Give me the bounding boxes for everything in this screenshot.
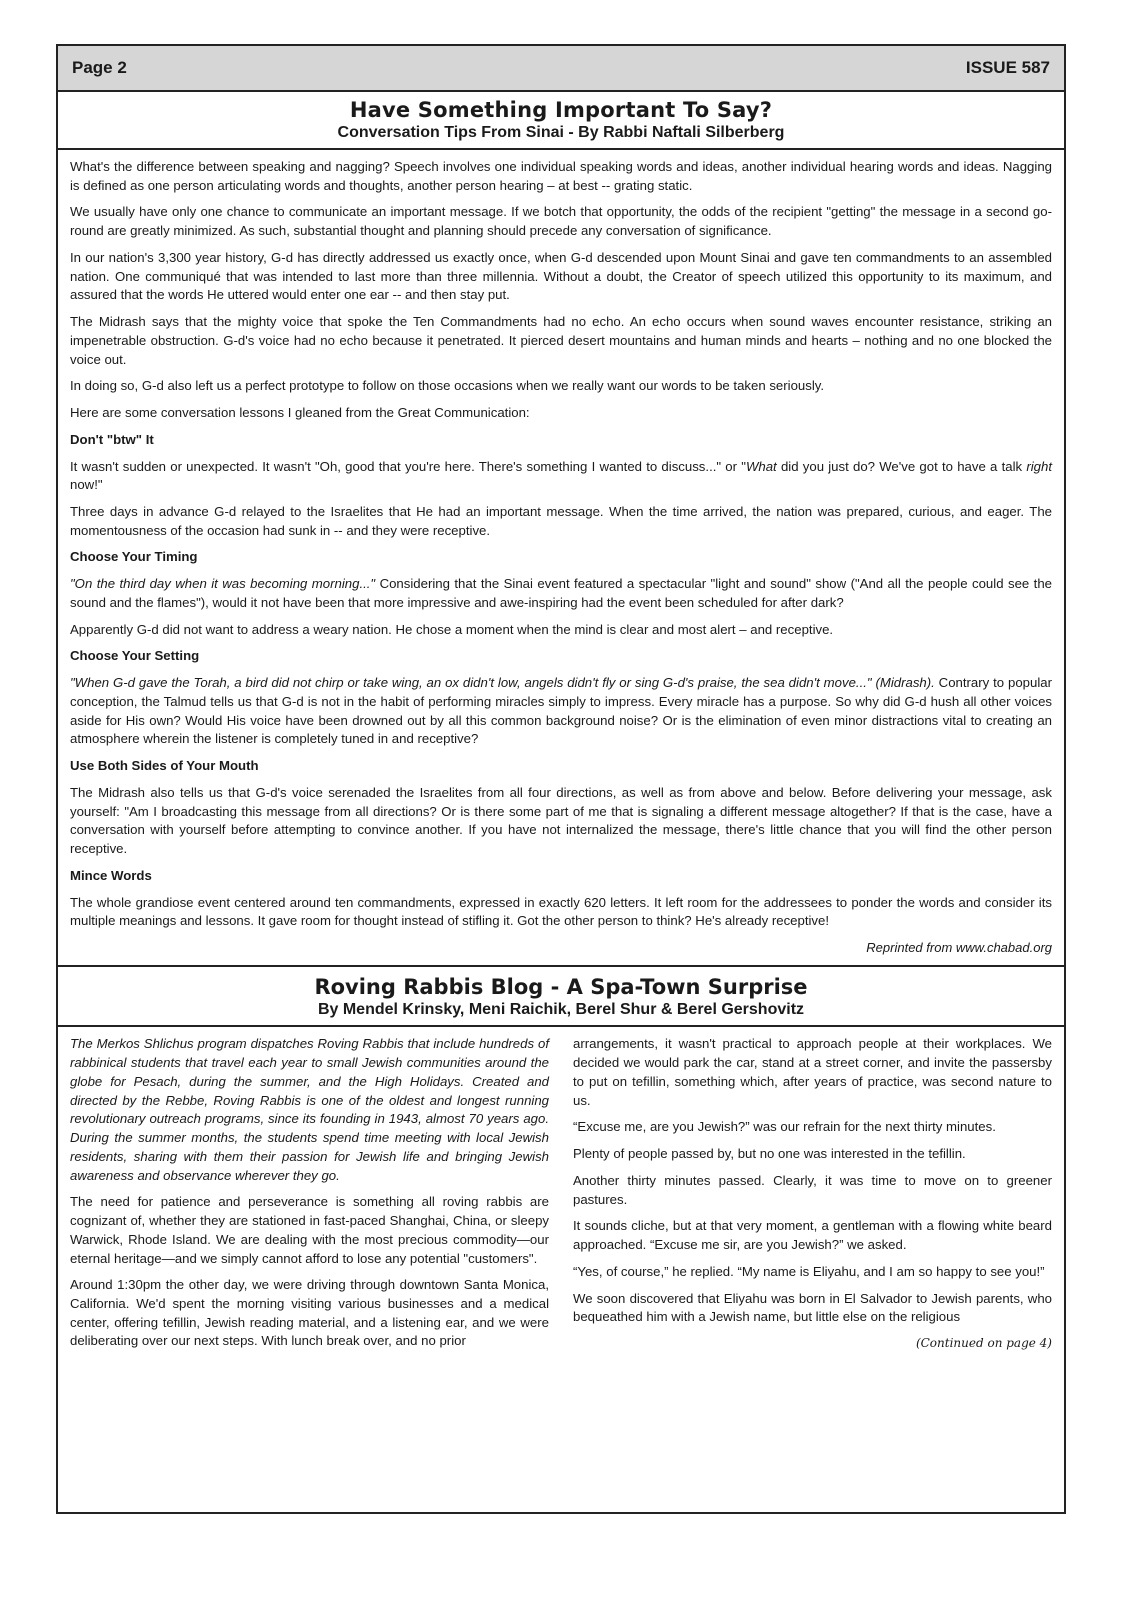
paragraph: It sounds cliche, but at that very moment, a gentleman with a flowing white beard approached. “Excuse me sir, are you Jewish?” we asked.	[573, 1218, 1052, 1253]
paragraph: The Midrash also tells us that G-d's voice serenaded the Israelites from all four directions, as well as from above and below. Before delivering your message, ask yourself: "Am I broadcasting this message from all directions? Or is there some part of me that is signaling a different message altogether? If that is the case, have a conversation with yourself before attempting to convince another. If you have not internalized the message, there's little chance that you will find the other person receptive.	[70, 784, 1052, 857]
article2-title: Roving Rabbis Blog - A Spa-Town Surprise	[314, 975, 808, 1000]
newsletter-page	[56, 44, 1066, 1514]
paragraph: The whole grandiose event centered around ten commandments, expressed in exactly 620 letters. It left room for the addressees to ponder the words and consider its multiple meanings and lessons. It gave room for thought instead of stifling it. Got the other person to think? He's already receptive!	[70, 894, 1052, 929]
section-heading: Mince Words	[70, 867, 152, 883]
paragraph: We usually have only one chance to communicate an important message. If we botch that opportunity, the odds of the recipient "getting" the message in a second go-round are greatly minimized. As such, substantial thought and planning should precede any conversation of significance.	[70, 204, 1052, 239]
article1-subtitle: Conversation Tips From Sinai - By Rabbi Naftali Silberberg	[337, 124, 785, 141]
text-run-italic: "On the third day when it was becoming morning..."	[70, 576, 376, 592]
paragraph: Here are some conversation lessons I gleaned from the Great Communication:	[70, 405, 530, 421]
intro-paragraph: The Merkos Shlichus program dispatches Roving Rabbis that include hundreds of rabbinical students that travel each year to small Jewish communities around the globe for Pesach, during the summer, and the High Holidays. Created and directed by the Rebbe, Roving Rabbis is one of the oldest and longest running revolutionary outreach programs, since its founding in 1943, almost 70 years ago. During the summer months, the students spend time meeting with local Jewish residents, sharing with them their passion for Jewish life and bringing Jewish awareness and observance wherever they go.	[70, 1036, 549, 1183]
paragraph: In doing so, G-d also left us a perfect prototype to follow on those occasions when we really want our words to be taken seriously.	[70, 378, 825, 394]
paragraph: arrangements, it wasn't practical to approach people at their workplaces. We decided we would park the car, stand at a street corner, and invite the passersby to put on tefillin, something which, after years of practice, was second nature to us.	[573, 1036, 1052, 1108]
article1-body	[58, 150, 1064, 957]
paragraph	[70, 674, 1052, 749]
section-heading: Choose Your Timing	[70, 549, 198, 565]
paragraph: In our nation's 3,300 year history, G-d has directly addressed us exactly once, when G-d descended upon Mount Sinai and gave ten commandments to an assembled nation. One communiqué that was intended to last more than three millennia. Without a doubt, the Creator of speech utilized this opportunity to its maximum, and assured that the words He uttered would enter one ear -- and then stay put.	[70, 249, 1052, 303]
section-heading: Don't "btw" It	[70, 431, 154, 447]
text-run: Contrary to popular conception, the Talmud tells us that G-d is not in the habit of performing miracles simply to impress. Every miracle has a purpose. So why did G-d hush all other voices aside for His own? Would His voice have been drowned out by all this common background noise? Or is the elimination of even minor distractions vital to creating an atmosphere wherein the listener is completely tuned in and receptive?	[70, 675, 1052, 747]
article2-columns	[58, 1027, 1064, 1360]
article1-title: Have Something Important To Say?	[349, 98, 773, 122]
paragraph: We soon discovered that Eliyahu was born in El Salvador to Jewish parents, who bequeathed him with a Jewish name, but little else on the religious	[573, 1290, 1052, 1325]
page-header-bar	[58, 46, 1064, 92]
article1-title-box	[58, 92, 1064, 150]
paragraph: Another thirty minutes passed. Clearly, it was time to move on to greener pastures.	[573, 1172, 1052, 1207]
paragraph: What's the difference between speaking and nagging? Speech involves one individual speaking words and ideas, another individual hearing words and ideas. Nagging is defined as one person articulating words and thoughts, another person hearing – at best -- grating static.	[70, 159, 1052, 193]
text-run-italic: "When G-d gave the Torah, a bird did not chirp or take wing, an ox didn't low, angels didn't fly or sing G-d's praise, the sea didn't move..." (Midrash).	[70, 675, 935, 691]
text-run: Considering that the Sinai event featured a spectacular "light and sound" show ("And all the people could see the sound and the flames"), would it not have been that more impressive and awe-inspiring had the event been scheduled for after dark?	[70, 576, 1053, 610]
paragraph	[70, 575, 1052, 612]
text-run: now!"	[70, 477, 103, 493]
right-column	[573, 1035, 1052, 1360]
article2-subtitle: By Mendel Krinsky, Meni Raichik, Berel Shur & Berel Gershovitz	[317, 1001, 805, 1019]
paragraph: “Excuse me, are you Jewish?” was our refrain for the next thirty minutes.	[573, 1119, 996, 1135]
reprint-credit: Reprinted from www.chabad.org	[866, 939, 1052, 955]
paragraph	[70, 458, 1052, 495]
paragraph: Apparently G-d did not want to address a weary nation. He chose a moment when the mind is clear and most alert – and receptive.	[70, 621, 834, 637]
left-column	[70, 1035, 549, 1360]
text-run-italic: right	[1026, 458, 1052, 474]
continued-note: (Continued on page 4)	[915, 1335, 1052, 1350]
text-run: did you just do? We've got to have a talk	[776, 458, 1027, 474]
paragraph: The Midrash says that the mighty voice that spoke the Ten Commandments had no echo. An echo occurs when sound waves encounter resistance, striking an impenetrable obstruction. G-d's voice had no echo because it penetrated. It pierced desert mountains and human minds and hearts – nothing and no one blocked the voice out.	[70, 314, 1052, 367]
issue-number: ISSUE 587	[965, 58, 1050, 77]
article2-title-box	[58, 965, 1064, 1027]
text-run-italic: What	[745, 458, 777, 474]
paragraph: Around 1:30pm the other day, we were driving through downtown Santa Monica, California. We'd spent the morning visiting various businesses and a medical center, offering tefillin, Jewish reading material, and a listening ear, and we were deliberating over our next steps. With lunch break over, and no prior	[70, 1277, 549, 1349]
paragraph: Three days in advance G-d relayed to the Israelites that He had an important message. When the time arrived, the nation was prepared, curious, and eager. The momentousness of the occasion had sunk in -- and they were receptive.	[70, 504, 1052, 538]
paragraph: The need for patience and perseverance is something all roving rabbis are cognizant of, whether they are stationed in fast-paced Shanghai, China, or sleepy Warwick, Rhode Island. We are dealing with the most precious commodity—our eternal heritage—and we simply cannot afford to lose any potential "customers".	[70, 1194, 549, 1266]
section-heading: Use Both Sides of Your Mouth	[70, 758, 259, 774]
paragraph: Plenty of people passed by, but no one was interested in the tefillin.	[573, 1146, 966, 1162]
page-number: Page 2	[72, 58, 127, 77]
paragraph: “Yes, of course,” he replied. “My name is Eliyahu, and I am so happy to see you!”	[573, 1263, 1045, 1279]
section-heading: Choose Your Setting	[70, 648, 200, 664]
text-run: It wasn't sudden or unexpected. It wasn't "Oh, good that you're here. There's something I wanted to discuss..." or "	[70, 458, 746, 474]
